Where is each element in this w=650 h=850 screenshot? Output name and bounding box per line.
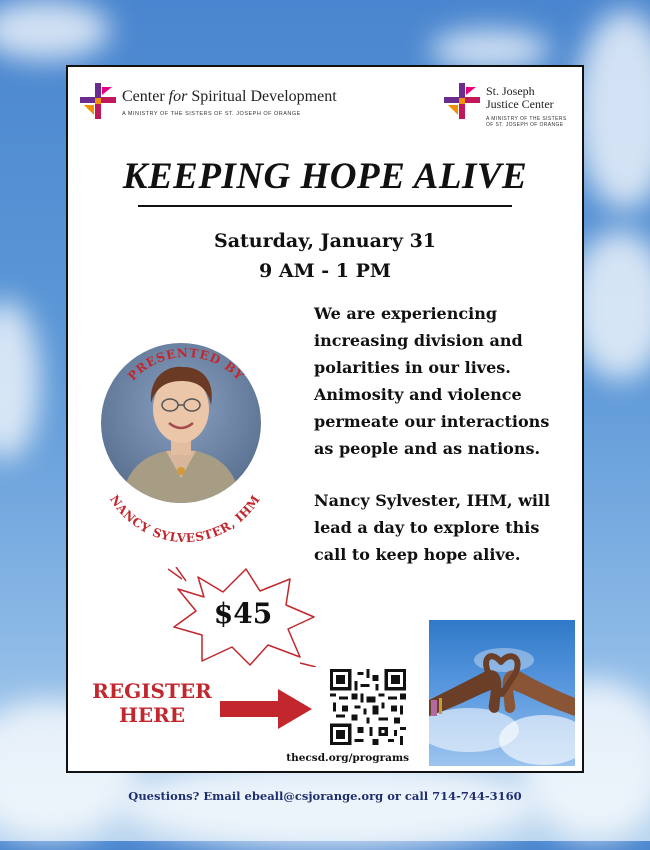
cross-logo-icon [80,83,116,119]
logo-name-line: St. Joseph [486,84,535,98]
contact-footer: Questions? Email ebeall@csjorange.org or call 714-744-3160 [128,789,522,803]
heart-hands-illustration [429,620,575,766]
flyer [66,65,584,773]
cloud [0,300,40,460]
cloud [575,10,650,210]
price: $45 [213,597,273,630]
justice-center-logo [444,83,579,143]
event-title: KEEPING HOPE ALIVE [122,156,528,197]
center-spiritual-development-logo [80,83,380,123]
presenter-badge [86,315,286,546]
presented-by-label: PRESENTED BY [125,345,247,384]
cloud [120,760,540,850]
price-burst [168,567,318,667]
register-line: REGISTER [92,679,212,703]
qr-code[interactable] [330,669,406,745]
logo-subtitle: A MINISTRY OF THE SISTERS OF ST. JOSEPH OF ORANGE [486,116,567,128]
title-divider [138,205,512,207]
logo-name: Center for Spiritual Development [122,88,337,105]
heart-hands-photo [429,620,575,766]
description-paragraph: Nancy Sylvester, IHM, will lead a day to explore this call to keep hope alive. [314,491,551,564]
presenter-arc-text [86,315,286,546]
event-date: Saturday, January 31 [213,230,437,252]
event-description [314,300,574,593]
cross-logo-icon [444,83,480,119]
description-paragraph: We are experiencing increasing division and polarities in our lives. Animosity and violence permeate our interactions as people and as nations. [314,304,550,458]
presenter-name: NANCY SYLVESTER, IHM [107,492,263,546]
logo-subtitle: A MINISTRY OF THE SISTERS OF ST. JOSEPH OF ORANGE [122,111,301,117]
register-label [82,679,222,727]
event-time: 9 AM - 1 PM [259,260,391,282]
logo-name-line: Justice Center [486,97,554,111]
cloud [430,30,550,70]
cloud [0,0,110,60]
logo-name [486,85,554,111]
register-line: HERE [118,703,185,727]
registration-url[interactable]: thecsd.org/programs [286,752,409,764]
arrow-right-icon [220,687,312,731]
